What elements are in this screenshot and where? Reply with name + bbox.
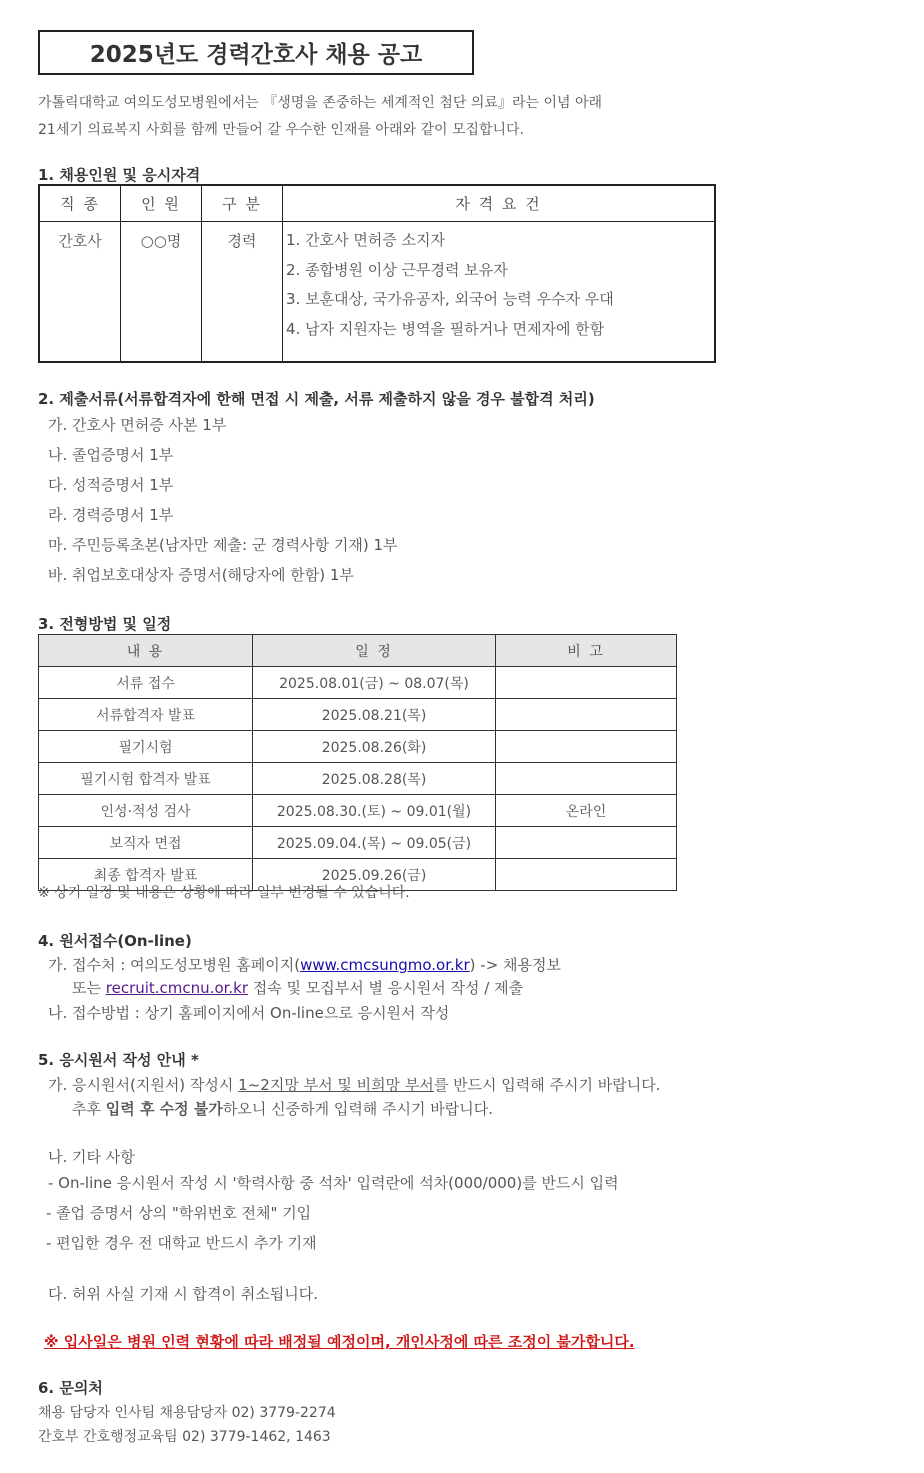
section4-heading: 4. 원서접수(On-line) [38,932,192,950]
apply-alt-prefix: 또는 [72,979,106,997]
recruit-link[interactable]: recruit.cmcnu.or.kr [105,979,249,997]
schedule-date: 2025.08.01(금) ~ 08.07(목) [253,667,496,699]
section2-heading: 2. 제출서류(서류합격자에 한해 면접 시 제출, 서류 제출하지 않을 경우 불합격 처리) [38,390,595,408]
table-row [39,667,677,699]
table-row [39,763,677,795]
header-count: 인 원 [121,185,202,222]
contact-nursing: 간호부 간호행정교육팀 02) 3779-1462, 1463 [38,1429,331,1445]
schedule-content: 최종 합격자 발표 [39,859,253,891]
schedule-remark [496,699,677,731]
header-type: 구 분 [202,185,283,222]
table-row [39,795,677,827]
schedule-date: 2025.08.30.(토) ~ 09.01(월) [253,795,496,827]
form-guide-a1-prefix: 가. 응시원서(지원서) 작성시 [48,1076,239,1094]
schedule-date: 2025.08.28(목) [253,763,496,795]
schedule-content: 필기시험 [39,731,253,763]
schedule-remark [496,667,677,699]
header-requirements: 자 격 요 건 [283,185,716,222]
form-guide-a2 [72,1098,493,1119]
requirement-item: 4. 남자 지원자는 병역을 필하거나 면제자에 한함 [286,319,605,338]
intro-line-1: 가톨릭대학교 여의도성모병원에서는 『생명을 존중하는 세계적인 첨단 의료』라는 이념 아래 [38,95,602,111]
document-item: 가. 간호사 면허증 사본 1부 [48,416,227,434]
homepage-link[interactable]: www.cmcsungmo.or.kr [300,956,470,974]
apply-method: 나. 접수방법 : 상기 홈페이지에서 On-line으로 응시원서 작성 [48,1004,450,1022]
table-row [39,699,677,731]
form-guide-a2-emphasis: 입력 후 수정 불가 [105,1100,223,1118]
section6-heading: 6. 문의처 [38,1379,103,1397]
schedule-note: ※ 상기 일정 및 내용은 상황에 따라 일부 변경될 수 있습니다. [38,885,410,901]
form-guide-a2-suffix: 하오니 신중하게 입력해 주시기 바랍니다. [222,1100,494,1118]
schedule-remark [496,859,677,891]
schedule-content: 보직자 면접 [39,827,253,859]
schedule-date: 2025.09.26(금) [253,859,496,891]
table-row [39,731,677,763]
cell-count: ○○명 [121,222,202,363]
schedule-remark [496,763,677,795]
document-item: 다. 성적증명서 1부 [48,476,174,494]
schedule-date: 2025.08.21(목) [253,699,496,731]
apply-where [48,954,561,975]
schedule-date: 2025.09.04.(목) ~ 09.05(금) [253,827,496,859]
apply-where-suffix: ) -> 채용정보 [469,956,561,974]
document-item: 바. 취업보호대상자 증명서(해당자에 한함) 1부 [48,566,354,584]
schedule-remark [496,827,677,859]
requirement-item: 1. 간호사 면허증 소지자 [286,231,446,249]
section5-heading: 5. 응시원서 작성 안내 * [38,1051,199,1069]
header-content: 내 용 [39,635,253,667]
form-guide-a1 [48,1074,661,1095]
schedule-content: 인성·적성 검사 [39,795,253,827]
other-notes-title: 나. 기타 사항 [48,1148,135,1166]
schedule-content: 서류합격자 발표 [39,699,253,731]
form-guide-a1-suffix: 를 반드시 입력해 주시기 바랍니다. [433,1076,661,1094]
page-title: 2025년도 경력간호사 채용 공고 [38,30,474,75]
cell-requirements [283,222,716,363]
warning-note: ※ 입사일은 병원 인력 현황에 따라 배정될 예정이며, 개인사정에 따른 조정이 불가합니다. [44,1333,635,1351]
section3-heading: 3. 전형방법 및 일정 [38,615,172,633]
section1-heading: 1. 채용인원 및 응시자격 [38,166,201,184]
header-schedule: 일 정 [253,635,496,667]
header-job: 직 종 [39,185,121,222]
requirement-item: 2. 종합병원 이상 근무경력 보유자 [286,260,508,279]
schedule-date: 2025.08.26(화) [253,731,496,763]
contact-hr: 채용 담당자 인사팀 채용담당자 02) 3779-2274 [38,1405,336,1421]
schedule-content: 필기시험 합격자 발표 [39,763,253,795]
form-guide-a2-prefix: 추후 [72,1100,106,1118]
apply-alt-suffix: 접속 및 모집부서 별 응시원서 작성 / 제출 [248,979,524,997]
intro-text [38,90,602,144]
schedule-content: 서류 접수 [39,667,253,699]
requirement-item: 3. 보훈대상, 국가유공자, 외국어 능력 우수자 우대 [286,290,614,308]
apply-alt [72,977,523,998]
cell-job: 간호사 [39,222,121,363]
form-guide-a1-emphasis: 1~2지망 부서 및 비희망 부서 [238,1076,434,1094]
other-note-item: - 편입한 경우 전 대학교 반드시 추가 기재 [46,1234,317,1252]
false-info-note: 다. 허위 사실 기재 시 합격이 취소됩니다. [48,1285,318,1303]
schedule-remark: 온라인 [496,795,677,827]
cell-type: 경력 [202,222,283,363]
schedule-remark [496,731,677,763]
header-remarks: 비 고 [496,635,677,667]
document-item: 라. 경력증명서 1부 [48,506,174,524]
qualification-table [38,184,716,363]
document-item: 마. 주민등록초본(남자만 제출: 군 경력사항 기재) 1부 [48,536,398,554]
apply-where-label: 가. 접수처 : 여의도성모병원 홈페이지( [48,956,301,974]
document-item: 나. 졸업증명서 1부 [48,446,174,464]
intro-line-2: 21세기 의료복지 사회를 함께 만들어 갈 우수한 인재를 아래와 같이 모집합니다. [38,122,525,138]
table-row [39,827,677,859]
other-note-item: - 졸업 증명서 상의 "학위번호 전체" 기입 [46,1204,312,1222]
other-note-item: - On-line 응시원서 작성 시 '학력사항 중 석차' 입력란에 석차(000/000)를 반드시 입력 [48,1174,619,1192]
schedule-table [38,634,677,891]
